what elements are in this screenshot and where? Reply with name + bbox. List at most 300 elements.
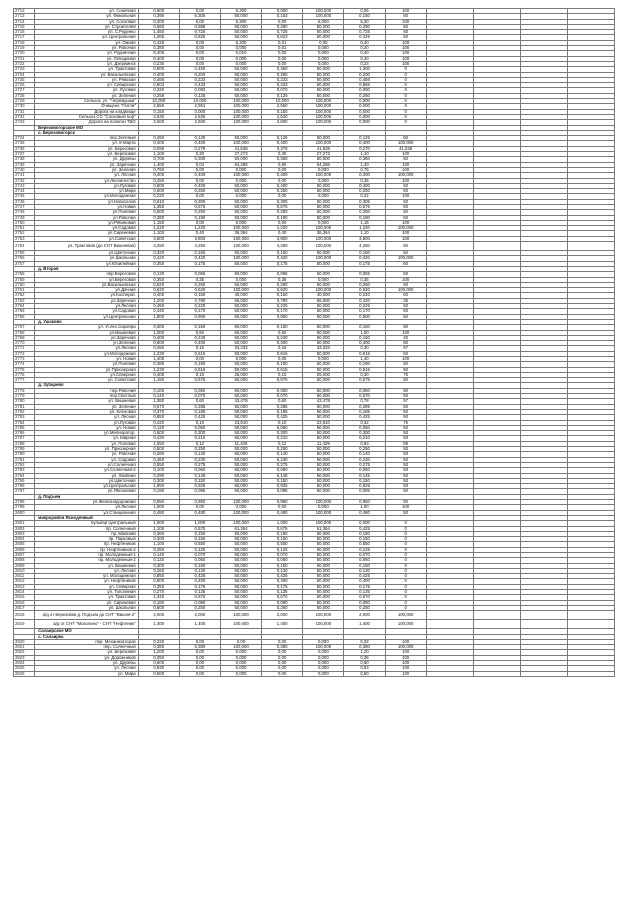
length-non-normative-cell: 0,93	[344, 441, 385, 446]
length-non-normative-cell: 0,300	[344, 431, 385, 436]
road-name-cell: ул.Сиреневая	[35, 231, 138, 236]
road-name-cell: ул.Центральная	[35, 314, 138, 319]
length-normative-cell: 0,00	[262, 655, 303, 660]
row-number-cell: 2716	[14, 30, 35, 35]
length-total-cell: 1,340	[138, 595, 179, 600]
percent-hard-surface-cell: 50,000	[220, 261, 261, 266]
length-normative-cell: 0,400	[262, 141, 303, 146]
percent-normative-cell: 60,000	[303, 330, 344, 335]
row-number-cell: 2728	[14, 93, 35, 98]
percent-normative-cell: 0,000	[303, 46, 344, 51]
length-hard-surface-cell: 0,615	[179, 367, 220, 372]
road-name-cell: ул. Дружбы	[35, 157, 138, 162]
road-name-cell: д. Подъем	[35, 494, 138, 499]
length-hard-surface-cell: 0,480	[179, 510, 220, 515]
percent-normative-cell: 50,000	[303, 563, 344, 568]
row-number-cell: 2814	[14, 590, 35, 595]
road-name-cell: ул. Лесная	[35, 666, 138, 671]
percent-normative-cell: 50,000	[303, 341, 344, 346]
percent-normative-cell: 50,000	[303, 272, 344, 277]
row-number-cell: 2750	[14, 220, 35, 225]
row-number-cell: 2806	[14, 547, 35, 552]
road-name-cell: ул.Приозерная	[35, 367, 138, 372]
percent-hard-surface-cell: 50,000	[220, 563, 261, 568]
length-total-cell: 0,450	[138, 304, 179, 309]
road-name-cell: ул.Центральная	[35, 484, 138, 489]
length-total-cell: 0,750	[138, 167, 179, 172]
percent-non-normative-cell: 100,000	[385, 611, 426, 620]
row-number-cell: 2807	[14, 552, 35, 557]
road-name-cell: ул.Мелиоратор.	[35, 431, 138, 436]
length-hard-surface-cell: 0,425	[179, 415, 220, 420]
road-name-cell: ул. Уг.лес.Сиробра	[35, 325, 138, 330]
percent-hard-surface-cell: 100,000	[220, 114, 261, 119]
percent-hard-surface-cell: 100,000	[220, 236, 261, 241]
length-normative-cell: 0,280	[262, 72, 303, 77]
percent-normative-cell: 100,000	[303, 226, 344, 231]
row-number-cell: 2791	[14, 457, 35, 462]
length-total-cell: 0,500	[138, 447, 179, 452]
length-total-cell: 0,130	[138, 272, 179, 277]
percent-normative-cell: 100,000	[303, 288, 344, 293]
length-non-normative-cell: 0,575	[344, 378, 385, 383]
row-number-cell: 2813	[14, 584, 35, 589]
row-number-cell: 2736	[14, 146, 35, 151]
percent-hard-surface-cell: 50,000	[220, 388, 261, 393]
percent-non-normative-cell: 100	[385, 51, 426, 56]
length-hard-surface-cell: 0,420	[179, 256, 220, 261]
percent-normative-cell: 100,000	[303, 236, 344, 241]
table-body	[14, 9, 615, 677]
percent-hard-surface-cell: 100,000	[220, 611, 261, 620]
length-normative-cell: 0,620	[262, 288, 303, 293]
length-normative-cell: 0,250	[262, 605, 303, 610]
length-hard-surface-cell: 0,250	[179, 605, 220, 610]
length-normative-cell: 0,285	[262, 404, 303, 409]
percent-normative-cell: 100,000	[303, 620, 344, 629]
percent-non-normative-cell: 0	[385, 77, 426, 82]
row-number-cell: 2793	[14, 468, 35, 473]
percent-non-normative-cell: 50	[385, 457, 426, 462]
length-non-normative-cell: 0,425	[344, 415, 385, 420]
length-normative-cell: 4,250	[262, 242, 303, 251]
length-hard-surface-cell: 0,250	[179, 189, 220, 194]
empty-cell	[567, 620, 614, 629]
percent-non-normative-cell: 0	[385, 542, 426, 547]
length-non-normative-cell: 0,140	[344, 452, 385, 457]
length-normative-cell: 0,050	[262, 468, 303, 473]
length-total-cell: 1,050	[138, 441, 179, 446]
road-name-cell: пр. Молодежный-1	[35, 552, 138, 557]
length-normative-cell: 0,090	[262, 600, 303, 605]
percent-hard-surface-cell: 100,000	[220, 99, 261, 104]
length-hard-surface-cell: 0,35	[179, 277, 220, 282]
length-normative-cell: 0,60	[262, 330, 303, 335]
length-total-cell: 0,800	[138, 183, 179, 188]
percent-non-normative-cell: 50	[385, 157, 426, 162]
length-non-normative-cell: 2,000	[344, 611, 385, 620]
road-name-cell: Дорога на кладбище	[35, 109, 138, 114]
percent-non-normative-cell: 50	[385, 500, 426, 505]
row-number-cell: 2729	[14, 99, 35, 104]
length-normative-cell: 0,10	[262, 372, 303, 377]
percent-normative-cell: 50,000	[303, 531, 344, 536]
road-name-cell: Очищене "Гелли"	[35, 104, 138, 109]
row-number-cell: 2752	[14, 231, 35, 236]
length-non-normative-cell: 0,425	[344, 35, 385, 40]
percent-hard-surface-cell: 50,000	[220, 473, 261, 478]
road-name-cell: ул.Кооперат.	[35, 293, 138, 298]
percent-hard-surface-cell: 50,000	[220, 431, 261, 436]
length-hard-surface-cell: 0,00	[179, 9, 220, 14]
road-name-cell: ул. Вишневая	[35, 563, 138, 568]
percent-normative-cell: 50,000	[303, 24, 344, 29]
length-non-normative-cell: 0,615	[344, 351, 385, 356]
row-number-cell: 2755	[14, 251, 35, 256]
length-total-cell: 0,360	[138, 531, 179, 536]
length-hard-surface-cell: 0,300	[179, 157, 220, 162]
percent-non-normative-cell: 100,000	[385, 645, 426, 650]
road-name-cell: ул.Лесная	[35, 505, 138, 510]
percent-hard-surface-cell: 50,000	[220, 394, 261, 399]
road-name-cell: ул. Сонечная	[35, 9, 138, 14]
road-name-cell: ул.Полевая	[35, 362, 138, 367]
percent-hard-surface-cell: 0,000	[220, 277, 261, 282]
row-number-cell: 2765	[14, 309, 35, 314]
row-number-cell: 2756	[14, 256, 35, 261]
length-total-cell: 0,706	[138, 157, 179, 162]
road-name-cell: ул. Приозерная	[35, 447, 138, 452]
length-normative-cell: 0,00	[262, 61, 303, 66]
length-non-normative-cell: 0,210	[344, 436, 385, 441]
empty-cell	[473, 620, 520, 629]
road-name-cell: ул.Молодежная	[35, 194, 138, 199]
percent-non-normative-cell: 100	[385, 666, 426, 671]
length-normative-cell: 0,210	[262, 436, 303, 441]
row-number-cell: 2766	[14, 314, 35, 319]
road-name-cell: ул.Железнодорожная	[35, 500, 138, 505]
length-normative-cell: 0,00	[262, 357, 303, 362]
length-hard-surface-cell: 0,275	[179, 462, 220, 467]
percent-hard-surface-cell: 0,000	[220, 194, 261, 199]
road-name-cell: ул.Садовая	[35, 226, 138, 231]
length-non-normative-cell: 0,125	[344, 547, 385, 552]
percent-hard-surface-cell: 11,429	[220, 441, 261, 446]
length-total-cell: 1,400	[138, 162, 179, 167]
length-hard-surface-cell: 0,00	[179, 178, 220, 183]
length-hard-surface-cell: 0,00	[179, 167, 220, 172]
length-non-normative-cell: 3,800	[344, 236, 385, 241]
length-hard-surface-cell: 0,675	[179, 204, 220, 209]
length-non-normative-cell: 0,130	[344, 568, 385, 573]
length-normative-cell: 0,400	[262, 183, 303, 188]
percent-hard-surface-cell: 0,000	[220, 46, 261, 51]
length-non-normative-cell: 0,160	[344, 335, 385, 340]
length-non-normative-cell: 0,000	[344, 521, 385, 526]
row-number-cell: 2799	[14, 505, 35, 510]
road-name-cell: ул.Лесная	[35, 346, 138, 351]
length-total-cell: 0,400	[138, 335, 179, 340]
percent-non-normative-cell: 50	[385, 452, 426, 457]
percent-non-normative-cell: 100	[385, 178, 426, 183]
length-non-normative-cell: 0,250	[344, 93, 385, 98]
percent-hard-surface-cell: 50,000	[220, 351, 261, 356]
row-number-cell: 2762	[14, 293, 35, 298]
length-hard-surface-cell: 0,150	[179, 537, 220, 542]
percent-non-normative-cell: 50	[385, 30, 426, 35]
row-number-cell: 2770	[14, 341, 35, 346]
road-name-cell: ул. Березовая	[35, 152, 138, 157]
row-number-cell: 2737	[14, 152, 35, 157]
percent-hard-surface-cell: 0,000	[220, 655, 261, 660]
road-name-cell: ул.Лесничество	[35, 178, 138, 183]
length-total-cell: 0,500	[138, 189, 179, 194]
row-number-cell: 2714	[14, 19, 35, 24]
length-total-cell: 1,150	[138, 378, 179, 383]
length-normative-cell: 0,90	[262, 162, 303, 167]
length-non-normative-cell: 0,30	[344, 372, 385, 377]
percent-non-normative-cell: 50	[385, 136, 426, 141]
percent-hard-surface-cell: 50,000	[220, 341, 261, 346]
length-non-normative-cell: 0,615	[344, 367, 385, 372]
length-total-cell: 0,466	[138, 77, 179, 82]
length-hard-surface-cell: 1,000	[179, 521, 220, 526]
length-hard-surface-cell: 0,675	[179, 526, 220, 531]
road-name-cell: ул.Молодежная	[35, 351, 138, 356]
row-number-cell: 2734	[14, 136, 35, 141]
percent-hard-surface-cell: 100,000	[220, 620, 261, 629]
percent-hard-surface-cell: 100,000	[220, 510, 261, 515]
length-hard-surface-cell: 0,400	[179, 141, 220, 146]
row-number-cell: 2800	[14, 510, 35, 515]
row-number-cell: 2772	[14, 351, 35, 356]
length-total-cell: 0,425	[138, 40, 179, 45]
length-normative-cell: 0,400	[262, 579, 303, 584]
percent-non-normative-cell: 100	[385, 194, 426, 199]
row-number-cell: 2719	[14, 46, 35, 51]
length-hard-surface-cell: 0,145	[179, 473, 220, 478]
percent-normative-cell: 50,000	[303, 378, 344, 383]
length-total-cell: 0,100	[138, 388, 179, 393]
length-hard-surface-cell: 0,185	[179, 409, 220, 414]
length-normative-cell: 0,10	[262, 420, 303, 425]
length-total-cell: 0,460	[138, 457, 179, 462]
road-name-cell: микрорайон Ясноденный	[35, 515, 138, 520]
percent-non-normative-cell: 0	[385, 104, 426, 109]
row-number-cell: 2731	[14, 109, 35, 114]
length-non-normative-cell: 0,175	[344, 584, 385, 589]
length-hard-surface-cell: 0,00	[179, 51, 220, 56]
length-normative-cell: 0,425	[262, 415, 303, 420]
percent-normative-cell: 50,000	[303, 157, 344, 162]
length-non-normative-cell: 0,32	[344, 420, 385, 425]
percent-normative-cell: 0,000	[303, 56, 344, 61]
empty-cell	[567, 611, 614, 620]
length-total-cell: 0,800	[138, 579, 179, 584]
length-hard-surface-cell: 1,220	[179, 226, 220, 231]
percent-hard-surface-cell: 50,000	[220, 558, 261, 563]
percent-non-normative-cell: 0	[385, 558, 426, 563]
percent-normative-cell: 50,000	[303, 431, 344, 436]
length-normative-cell: 0,00	[262, 51, 303, 56]
percent-non-normative-cell: 50	[385, 199, 426, 204]
length-total-cell: 0,420	[138, 420, 179, 425]
length-total-cell: 0,300	[138, 537, 179, 542]
percent-normative-cell: 50,000	[303, 484, 344, 489]
percent-non-normative-cell: 0	[385, 579, 426, 584]
percent-normative-cell: 50,000	[303, 204, 344, 209]
percent-non-normative-cell: 50	[385, 436, 426, 441]
length-total-cell: 0,270	[138, 590, 179, 595]
percent-hard-surface-cell: 50,000	[220, 378, 261, 383]
row-number-cell: 2808	[14, 558, 35, 563]
percent-non-normative-cell: 50	[385, 489, 426, 494]
length-normative-cell: 0,12	[262, 441, 303, 446]
percent-hard-surface-cell: 50,000	[220, 447, 261, 452]
length-hard-surface-cell: 0,210	[179, 436, 220, 441]
length-non-normative-cell: 0,06	[344, 9, 385, 14]
percent-hard-surface-cell: 0,000	[220, 671, 261, 676]
length-normative-cell: 0,60	[262, 399, 303, 404]
length-normative-cell: 2,000	[262, 611, 303, 620]
percent-non-normative-cell: 50	[385, 341, 426, 346]
percent-hard-surface-cell: 50,000	[220, 88, 261, 93]
length-normative-cell: 0,950	[262, 500, 303, 505]
percent-hard-surface-cell: 0,010	[220, 51, 261, 56]
length-total-cell: 0,320	[138, 88, 179, 93]
percent-non-normative-cell: 50	[385, 409, 426, 414]
length-normative-cell: 0,305	[262, 199, 303, 204]
length-normative-cell: 0,780	[262, 298, 303, 303]
percent-normative-cell: 11,429	[303, 441, 344, 446]
percent-normative-cell: 50,000	[303, 325, 344, 330]
row-number-cell: 2777	[14, 378, 35, 383]
road-name-cell: ул. С.Руденко	[35, 30, 138, 35]
percent-hard-surface-cell: 50,000	[220, 67, 261, 72]
length-normative-cell: 0,450	[262, 67, 303, 72]
road-name-cell: ул.Юбилейная	[35, 261, 138, 266]
percent-normative-cell: 0,000	[303, 51, 344, 56]
table-row	[14, 620, 615, 629]
road-name-cell: ул. Рабочая	[35, 452, 138, 457]
road-name-cell: ул. Тополиная	[35, 590, 138, 595]
length-normative-cell: 0,00	[262, 505, 303, 510]
percent-normative-cell: 100,000	[303, 173, 344, 178]
length-normative-cell: 0,675	[262, 526, 303, 531]
percent-non-normative-cell: 100,000	[385, 288, 426, 293]
length-non-normative-cell: 0,090	[344, 88, 385, 93]
length-total-cell: 0,600	[138, 671, 179, 676]
percent-hard-surface-cell: 50,000	[220, 183, 261, 188]
percent-hard-surface-cell: 50,000	[220, 157, 261, 162]
length-normative-cell: 0,00	[262, 661, 303, 666]
length-non-normative-cell: 0,480	[344, 510, 385, 515]
length-normative-cell: 0,185	[262, 409, 303, 414]
road-name-cell: ул. Березовая	[35, 650, 138, 655]
row-number-cell: 2742	[14, 178, 35, 183]
length-non-normative-cell: 1,40	[344, 357, 385, 362]
percent-non-normative-cell: 100,000	[385, 226, 426, 231]
length-total-cell: 0,850	[138, 415, 179, 420]
percent-non-normative-cell: 50	[385, 325, 426, 330]
percent-hard-surface-cell: 50,000	[220, 83, 261, 88]
length-normative-cell: 0,300	[262, 431, 303, 436]
length-non-normative-cell: 0,250	[344, 447, 385, 452]
length-non-normative-cell: 0,000	[344, 120, 385, 125]
row-number-cell: 2763	[14, 298, 35, 303]
length-non-normative-cell: 0,425	[344, 526, 385, 531]
percent-hard-surface-cell: 50,000	[220, 537, 261, 542]
road-name-cell: ул.Рабочая	[35, 215, 138, 220]
percent-non-normative-cell: 35	[385, 298, 426, 303]
length-total-cell: 4,250	[138, 242, 179, 251]
length-normative-cell: 0,900	[262, 314, 303, 319]
length-total-cell: 0,320	[138, 639, 179, 644]
percent-hard-surface-cell: 0,000	[220, 220, 261, 225]
length-non-normative-cell: 0,090	[344, 600, 385, 605]
length-total-cell: 0,180	[138, 600, 179, 605]
percent-hard-surface-cell: 0,000	[220, 178, 261, 183]
table-row	[14, 242, 615, 251]
percent-hard-surface-cell: 0,000	[220, 357, 261, 362]
percent-normative-cell: 50,000	[303, 558, 344, 563]
length-normative-cell: 0,40	[262, 231, 303, 236]
percent-normative-cell: 27,273	[303, 152, 344, 157]
percent-hard-surface-cell: 100,000	[220, 256, 261, 261]
length-normative-cell: 0,070	[262, 394, 303, 399]
percent-non-normative-cell: 100	[385, 357, 426, 362]
road-name-cell: ул. Кленовая	[35, 409, 138, 414]
road-name-cell: ул. Вишневая	[35, 399, 138, 404]
length-hard-surface-cell: 0,15	[179, 346, 220, 351]
length-hard-surface-cell: 2,000	[179, 611, 220, 620]
length-total-cell: 1,200	[138, 650, 179, 655]
empty-cell	[520, 611, 567, 620]
length-total-cell: 1,065	[138, 35, 179, 40]
road-name-cell: Салаирское МО	[35, 629, 138, 634]
length-normative-cell: 0,163	[262, 14, 303, 19]
row-number-cell: 2764	[14, 304, 35, 309]
length-non-normative-cell: 0,425	[344, 574, 385, 579]
percent-normative-cell: 100,000	[303, 510, 344, 515]
length-hard-surface-cell: 0,725	[179, 30, 220, 35]
length-hard-surface-cell: 0,300	[179, 431, 220, 436]
length-hard-surface-cell: 0,305	[179, 199, 220, 204]
road-register-table	[13, 8, 615, 677]
empty-cell	[520, 671, 567, 676]
length-total-cell: 0,250	[138, 136, 179, 141]
percent-non-normative-cell: 0	[385, 568, 426, 573]
row-number-cell: 2761	[14, 288, 35, 293]
row-number-cell: 2749	[14, 215, 35, 220]
percent-normative-cell: 100,000	[303, 120, 344, 125]
length-normative-cell: 0,250	[262, 447, 303, 452]
length-hard-surface-cell: 0,625	[179, 35, 220, 40]
percent-hard-surface-cell: 36,364	[220, 231, 261, 236]
percent-non-normative-cell: 41,538	[385, 146, 426, 151]
percent-non-normative-cell: 100	[385, 56, 426, 61]
percent-normative-cell: 50,000	[303, 67, 344, 72]
length-hard-surface-cell: 3,800	[179, 236, 220, 241]
length-non-normative-cell: 0,270	[344, 146, 385, 151]
percent-non-normative-cell: 50	[385, 204, 426, 209]
row-number-cell: 2795	[14, 478, 35, 483]
length-normative-cell: 3,800	[262, 236, 303, 241]
percent-hard-surface-cell: 50,000	[220, 547, 261, 552]
length-total-cell: 0,140	[138, 552, 179, 557]
percent-normative-cell: 0,000	[303, 357, 344, 362]
length-hard-surface-cell: 0,550	[179, 542, 220, 547]
